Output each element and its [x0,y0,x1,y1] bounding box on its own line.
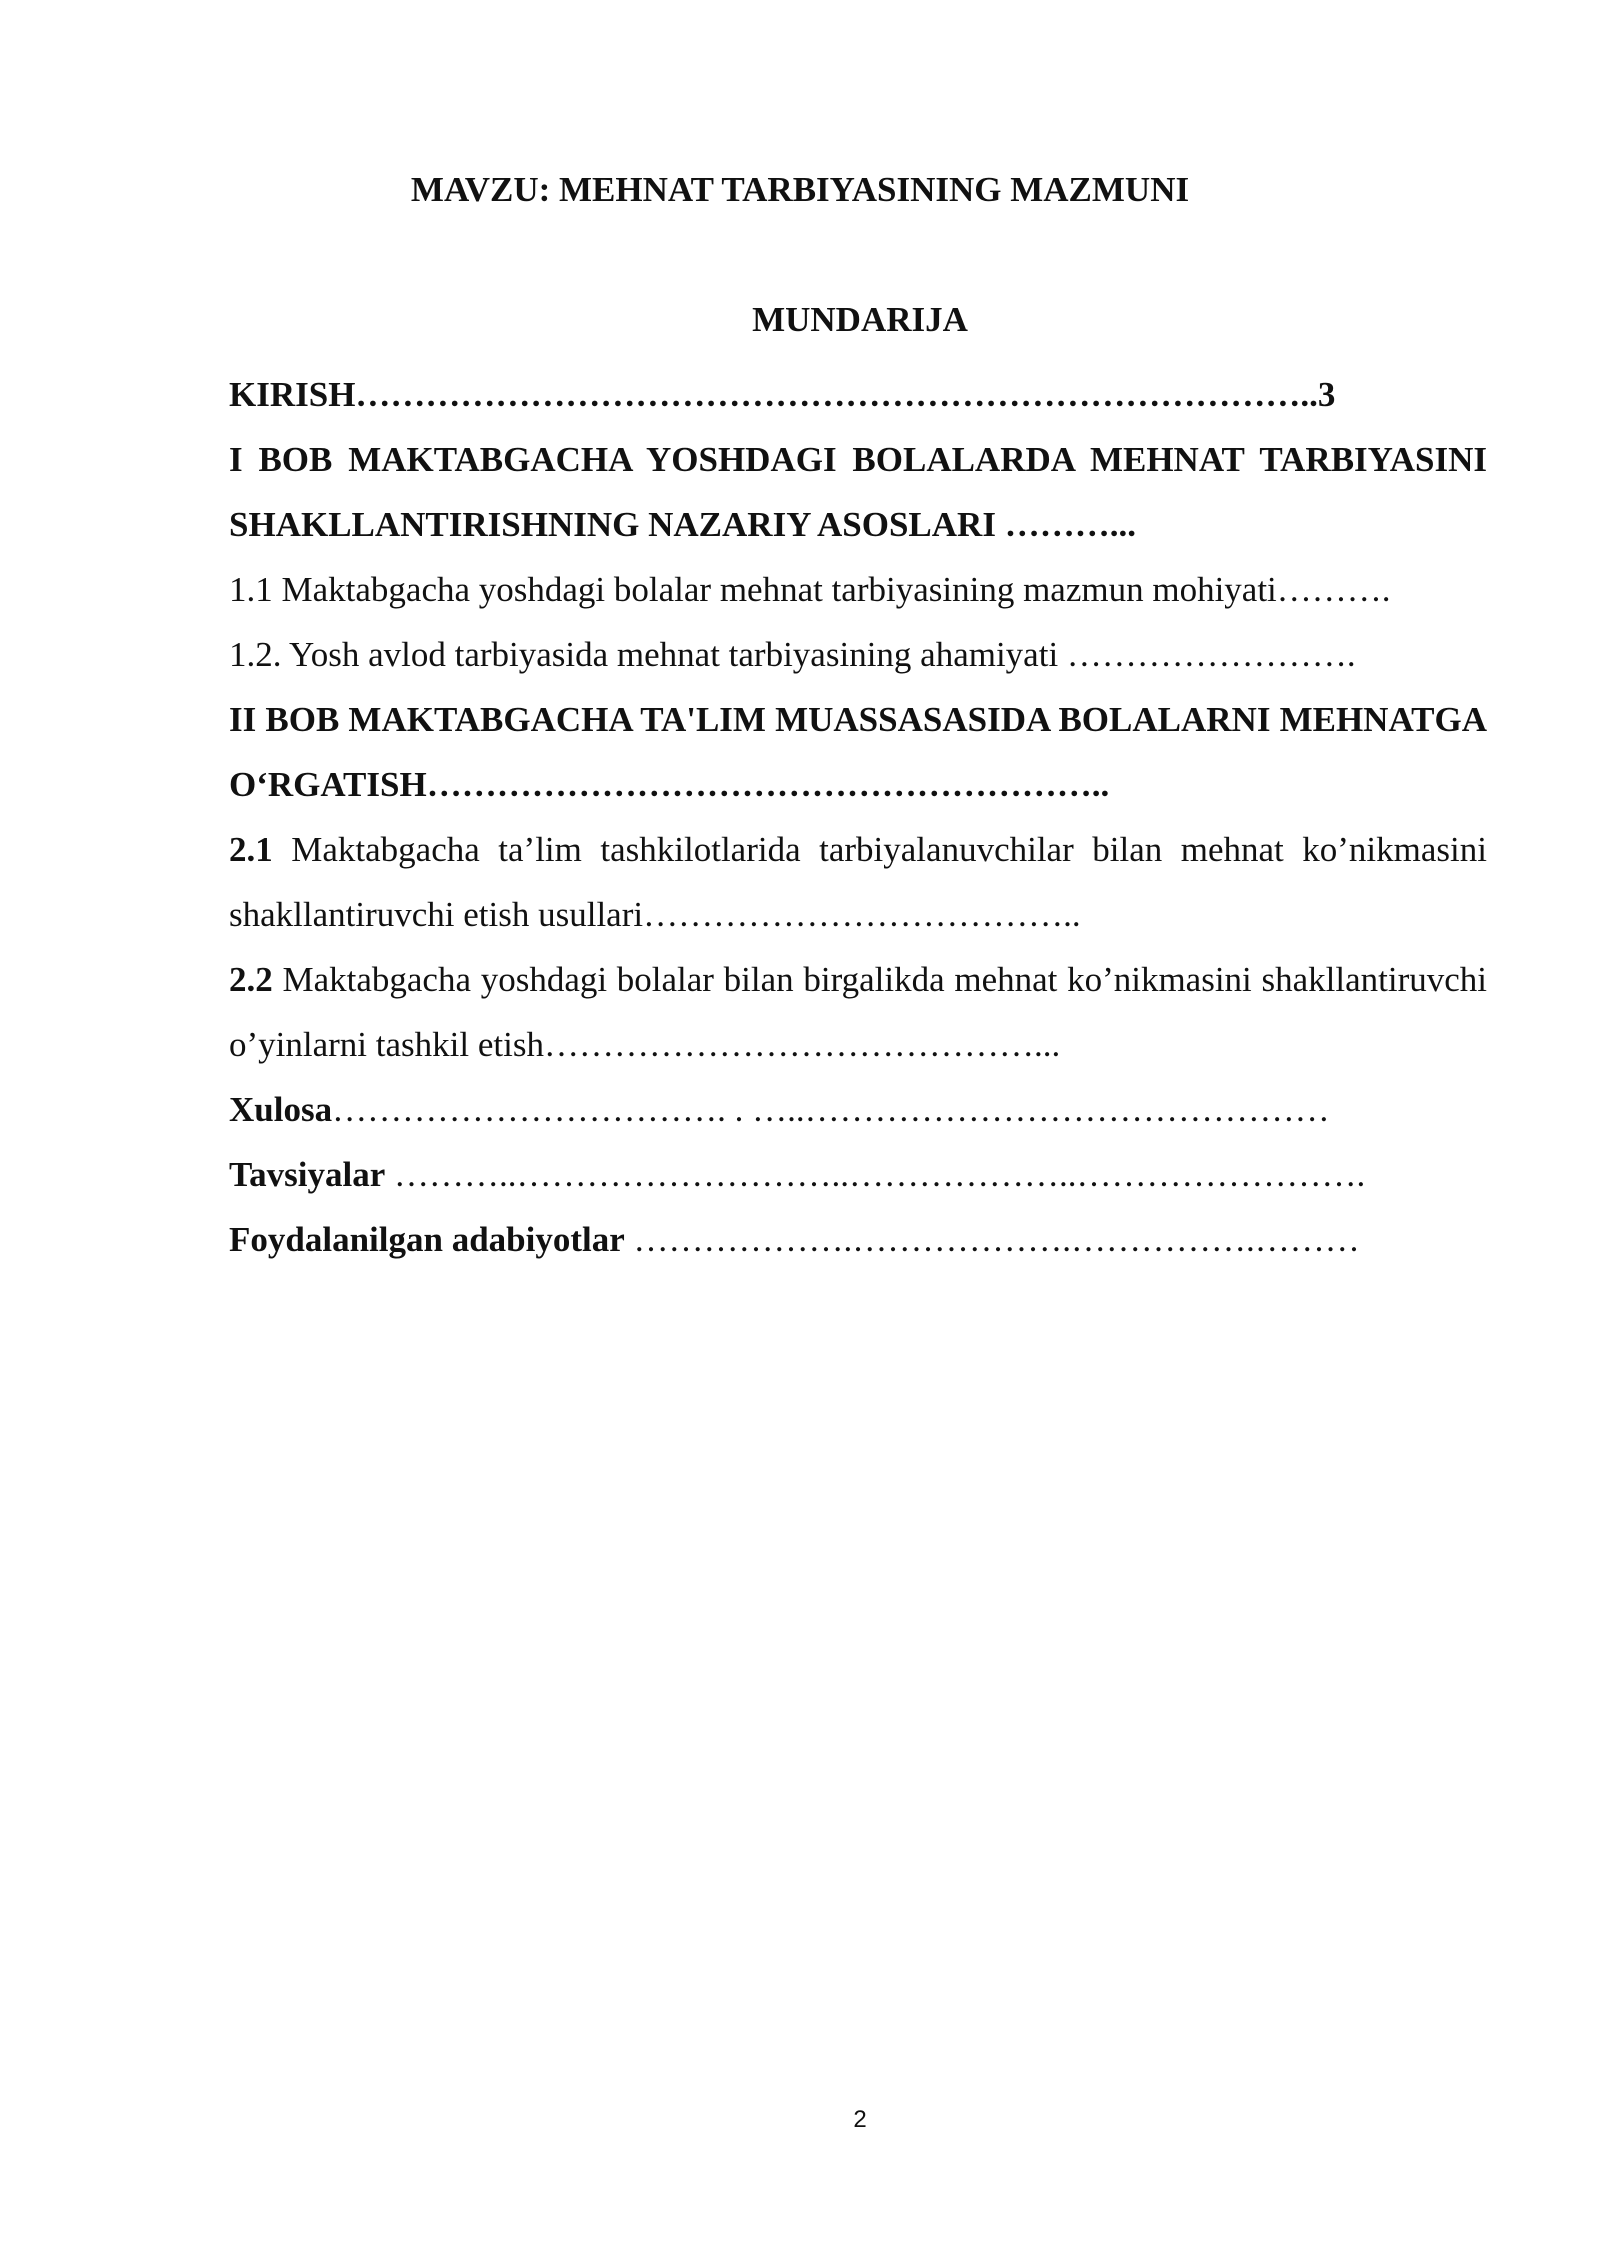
toc-entry-section-2-1 [229,817,1487,947]
toc-heading: MUNDARIJA [752,300,968,339]
entry-leader: ………..………………………..………………..……………………. [385,1155,1366,1194]
entry-label: Xulosa [229,1090,333,1129]
toc-entry-section-1-1: 1.1 Maktabgacha yoshdagi bolalar mehnat tarbiyasining mazmun mohiyati………. [229,570,1391,609]
section-text: Maktabgacha yoshdagi bolalar bilan birgalikda mehnat ko’nikmasini shakllantiruvchi o’yinlarni tashkil etish……………………………………... [229,960,1487,1064]
section-number: 2.1 [229,830,273,869]
entry-label: Tavsiyalar [229,1155,386,1194]
toc-entry-adabiyotlar [229,1207,1487,1272]
toc-entry-kirish: KIRISH………………………………………………………………………..3 [229,375,1336,414]
toc-entry-tavsiyalar [229,1142,1487,1207]
page-title: MAVZU: MEHNAT TARBIYASINING MAZMUNI [410,170,1190,209]
table-of-contents [229,362,1487,1272]
section-number: 2.2 [229,960,273,999]
toc-entry-section-1-2: 1.2. Yosh avlod tarbiyasida mehnat tarbiyasining ahamiyati ……………………. [229,635,1356,674]
toc-entry-chapter-1: I BOB MAKTABGACHA YOSHDAGI BOLALARDA MEHNAT TARBIYASINI SHAKLLANTIRISHNING NAZARIY ASOSLARI ………... [229,440,1487,544]
page-number: 2 [853,2106,867,2133]
entry-leader: ……………………………. . …..……………………………………… [332,1090,1330,1129]
section-text: Maktabgacha ta’lim tashkilotlarida tarbiyalanuvchilar bilan mehnat ko’nikmasini shakllantiruvchi etish usullari……………………………….. [229,830,1487,934]
entry-label: Foydalanilgan adabiyotlar [229,1220,625,1259]
entry-leader: ……………….……………….…………….……… [624,1220,1360,1259]
toc-entry-xulosa [229,1077,1487,1142]
toc-entry-chapter-2: II BOB MAKTABGACHA TA'LIM MUASSASASIDA BOLALARNI MEHNATGA O‘RGATISH………………………………………………….. [229,700,1487,804]
toc-entry-section-2-2 [229,947,1487,1077]
